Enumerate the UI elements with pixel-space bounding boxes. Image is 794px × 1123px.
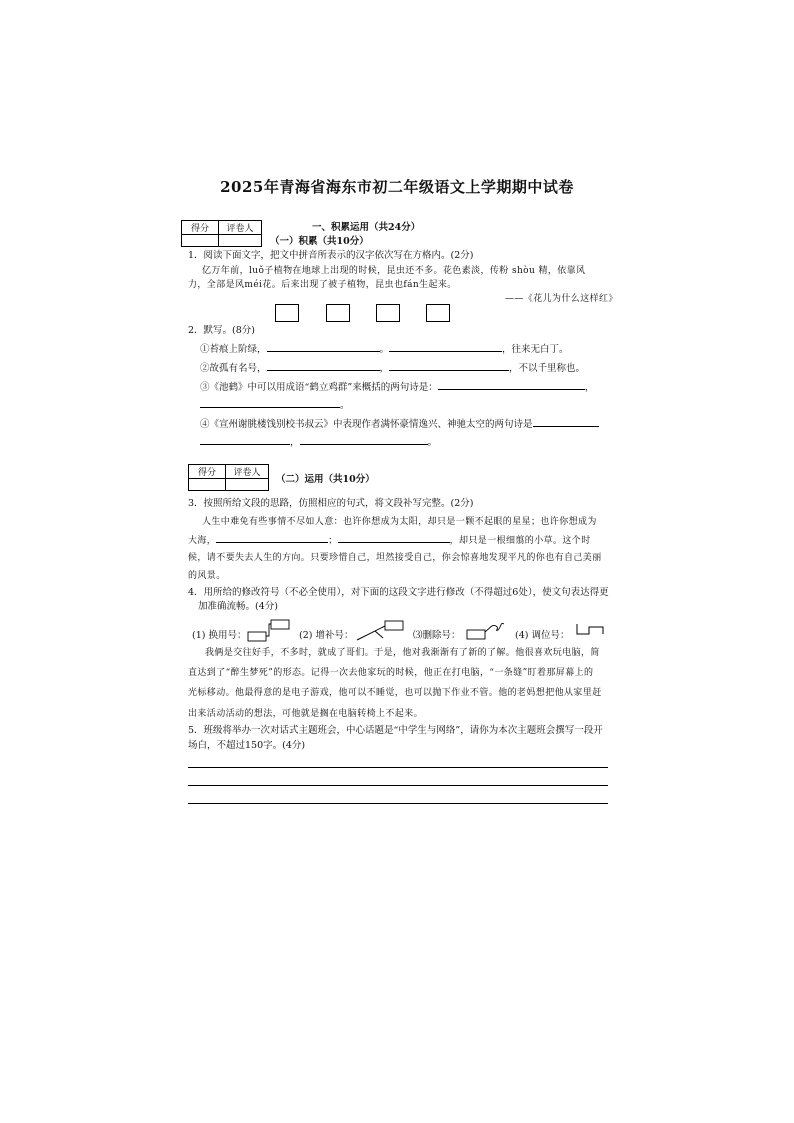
grader-cell[interactable] <box>219 235 262 247</box>
punct: 。 <box>379 344 390 355</box>
q4-text-line-4: 出来活动活动的想法，可他就是搁在电脑转椅上不起来。 <box>188 709 424 719</box>
q2-item-3-text: ③《池鹤》中可以用成语“鹤立鸡群”来概括的两句诗是： <box>200 382 438 393</box>
q3-stem: 3．按照所给文段的思路，仿照相应的句式，将文段补写完整。(2分) <box>188 498 474 509</box>
q2-item-3 <box>200 380 594 395</box>
q1-source: ——《花儿为什么这样红》 <box>505 294 618 304</box>
q2-item-4-text: ④《宣州谢朓楼饯别校书叔云》中表现作者满怀豪情逸兴、神驰太空的两句诗是 <box>200 419 533 430</box>
symbol-swap-label: (4) 调位号： <box>515 630 570 641</box>
blank-line[interactable] <box>389 342 502 352</box>
q1-stem: 1．阅读下面文字，把文中拼音所表示的汉字依次写在方格内。(2分) <box>188 250 474 261</box>
answer-box-3[interactable] <box>376 304 400 322</box>
q2-item-1-text: ①苔痕上阶绿， <box>200 344 267 355</box>
grader-label: 评卷人 <box>226 465 269 479</box>
q5-stem-line-2: 场白，不超过150字。(4分) <box>188 740 306 751</box>
punct: ， <box>379 363 390 374</box>
q2-item-2-text: ②故孤有名号， <box>200 363 267 374</box>
q3-text: 大海， <box>188 536 217 546</box>
grader-label: 评卷人 <box>219 221 262 235</box>
blank-line[interactable] <box>389 361 509 371</box>
q2-item-1 <box>200 342 569 357</box>
q2-item-2 <box>200 361 585 376</box>
q3-text-line-4: 的风景。 <box>188 571 226 581</box>
punct: 。 <box>427 437 438 448</box>
section1-sub-heading: （一）积累（共10分） <box>270 236 369 247</box>
answer-box-4[interactable] <box>426 304 450 322</box>
symbol-insert-label: (2) 增补号： <box>299 630 354 641</box>
score-table-1 <box>181 220 262 247</box>
punct: ， <box>290 437 300 448</box>
score-label: 得分 <box>189 465 226 479</box>
blank-line[interactable] <box>267 361 380 371</box>
blank-line[interactable] <box>338 533 450 543</box>
section2-heading: （二）运用（共10分） <box>276 474 375 485</box>
replace-symbol-icon <box>247 619 291 643</box>
answer-line-2[interactable] <box>188 785 608 786</box>
q4-stem-line-2: 加准确流畅。(4分) <box>198 601 278 612</box>
q3-text-line-1: 人生中难免有些事情不尽如人意：也许你想成为太阳，却只是一颗不起眼的星星；也许你想成为 <box>202 517 597 527</box>
section1-heading: 一、积累运用（共24分） <box>312 222 421 233</box>
q1-text-line-1: 亿万年前，luǒ子植物在地球上出现的时候，昆虫还不多。花色素淡，传粉 shòu 精，依靠风 <box>202 266 586 276</box>
swap-symbol-icon <box>575 622 607 638</box>
answer-line-3[interactable] <box>188 803 608 804</box>
symbol-delete-label: ⑶删除号： <box>413 630 461 641</box>
q2-item-4-cont <box>200 435 437 450</box>
q2-item-2-end: ，不以千里称也。 <box>509 363 586 374</box>
q3-text: ，却只是一根细翦的小草。这个时 <box>449 536 591 546</box>
answer-box-1[interactable] <box>275 304 299 322</box>
punct: ； <box>328 536 338 546</box>
q5-stem-line-1: 5．班级将举办一次对话式主题班会，中心话题是“中学生与网络”，请你为本次主题班会撰写一段开 <box>188 725 603 736</box>
score-cell[interactable] <box>189 479 226 491</box>
blank-line[interactable] <box>438 380 585 390</box>
blank-line[interactable] <box>300 435 428 445</box>
page-title: 2025年青海省海东市初二年级语文上学期期中试卷 <box>220 178 574 196</box>
delete-symbol-icon <box>466 620 510 642</box>
q2-item-3-cont <box>200 398 350 413</box>
q4-stem-line-1: 4．用所给的修改符号（不必全使用），对下面的这段文字进行修改（不得超过6处），使文句表达得更 <box>188 587 609 598</box>
q2-item-4 <box>200 417 599 432</box>
q4-text-line-3: 光标移动。他最得意的是电子游戏，他可以不睡觉，也可以抛下作业不管。他的老妈想把他从家里赶 <box>188 688 602 698</box>
blank-line[interactable] <box>267 342 380 352</box>
blank-line[interactable] <box>216 533 328 543</box>
q2-stem: 2．默写。(8分) <box>188 325 256 336</box>
q4-text-line-2: 直达到了“醉生梦死”的形态。记得一次去他家玩的时候，他正在打电脑，“一条缝”盯着那屏幕上的 <box>188 668 594 678</box>
q3-text-line-2 <box>188 533 591 548</box>
q1-text-line-2: 力，全部是风méi花。后来出现了被子植物，昆虫也fán生起来。 <box>188 280 457 290</box>
punct: ， <box>584 382 595 393</box>
punct: 。 <box>340 400 350 411</box>
q4-text-line-1: 我俩是交往好手，不多时，就成了哥们。于是，他对我渐渐有了新的了解。他很喜欢玩电脑，简 <box>205 648 600 658</box>
q2-item-1-end: ，往来无白丁。 <box>502 344 569 355</box>
insert-symbol-icon <box>355 620 405 642</box>
symbol-replace-label: (1) 换用号： <box>192 630 247 641</box>
blank-line[interactable] <box>200 435 290 445</box>
answer-box-2[interactable] <box>326 304 350 322</box>
score-label: 得分 <box>182 221 219 235</box>
grader-cell[interactable] <box>226 479 269 491</box>
answer-line-1[interactable] <box>188 767 608 768</box>
blank-line[interactable] <box>533 417 599 427</box>
score-cell[interactable] <box>182 235 219 247</box>
score-table-2 <box>188 464 269 491</box>
blank-line[interactable] <box>200 398 340 408</box>
q3-text-line-3: 候，请不要失去人生的方向。只要珍惜自己，坦然接受自己，你会惊喜地发现平凡的你也有自己美丽 <box>188 553 602 563</box>
